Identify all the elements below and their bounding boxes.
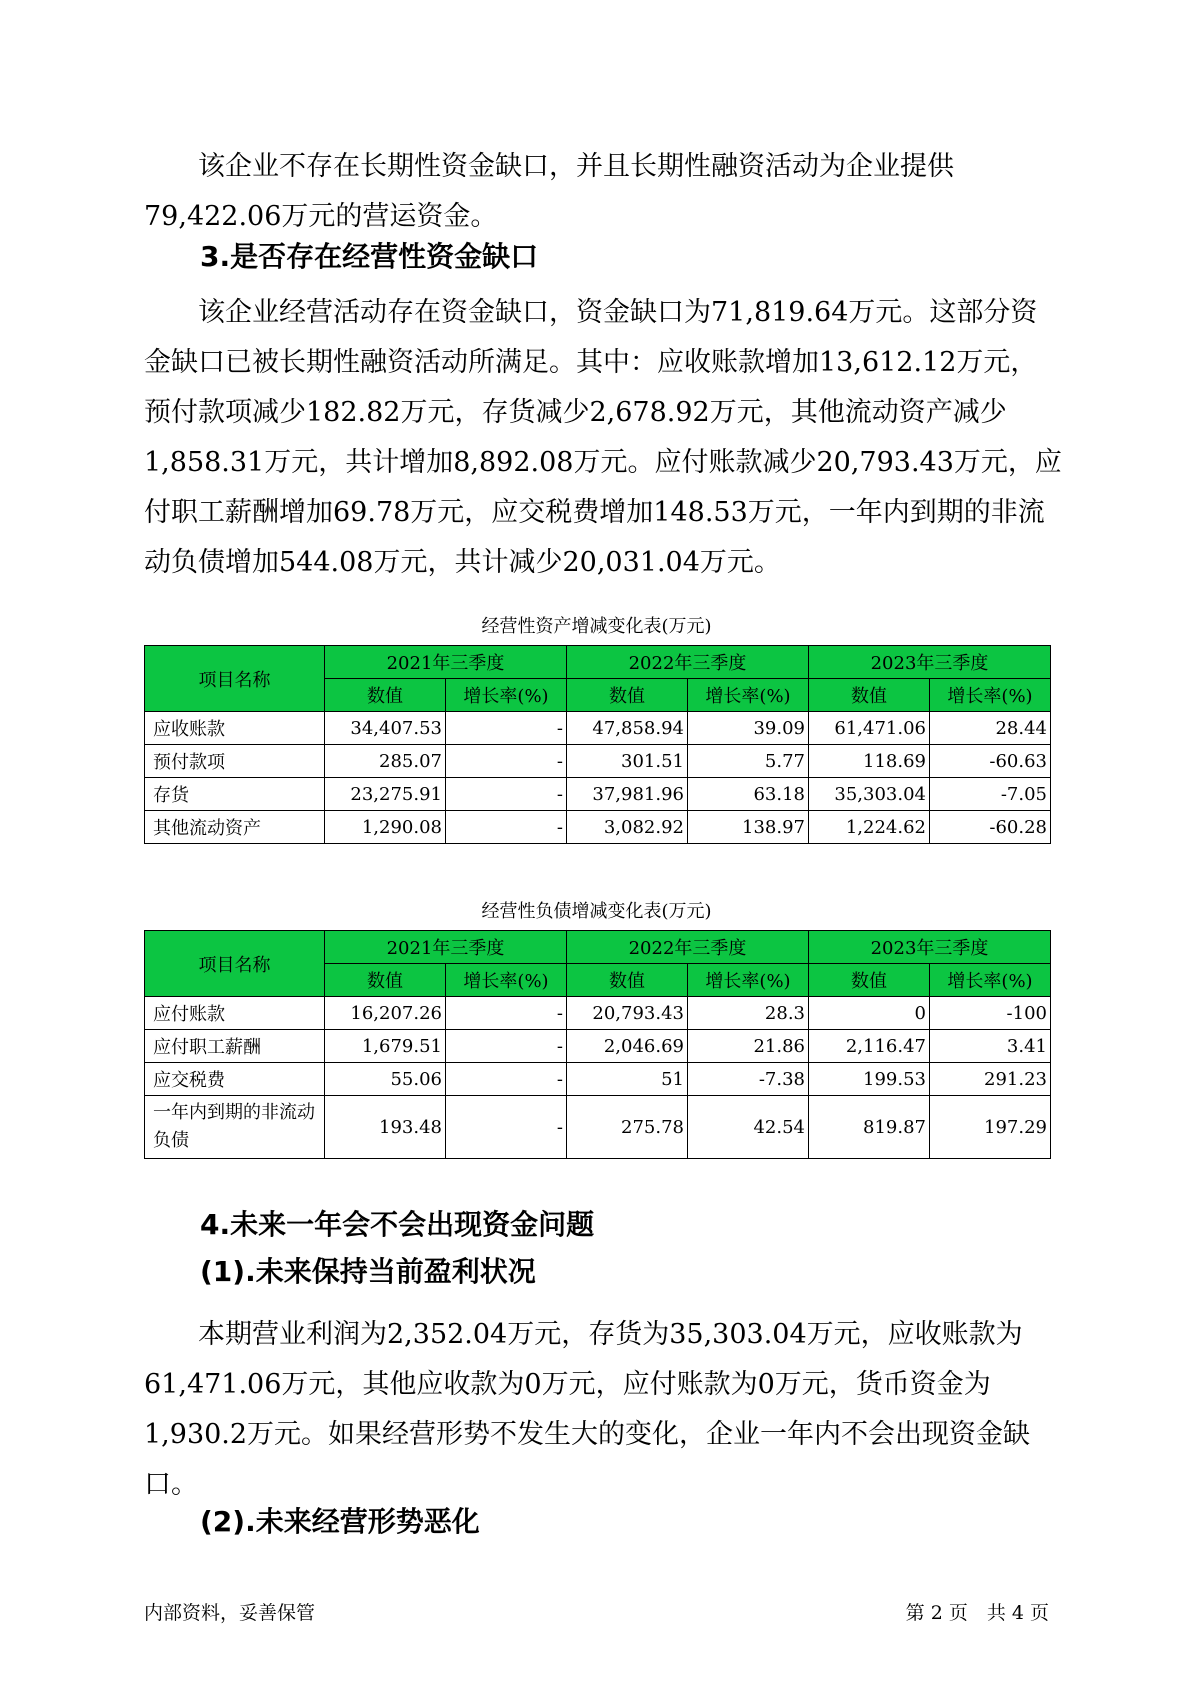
- table-row: [145, 745, 1051, 778]
- growth-rate-header: 增长率(%): [930, 679, 1051, 712]
- subsection-heading-1: (1).未来保持当前盈利状况: [200, 1255, 536, 1288]
- liabilities-table: [144, 930, 1051, 1159]
- table-cell: 23,275.91: [325, 778, 446, 811]
- table-cell: 42.54: [688, 1096, 809, 1159]
- table-cell: -: [446, 1096, 567, 1159]
- row-name: 其他流动资产: [145, 811, 325, 844]
- paragraph-line: 付职工薪酬增加69.78万元，应交税费增加148.53万元，一年内到期的非流: [144, 497, 1045, 528]
- table-row: [145, 997, 1051, 1030]
- table-cell: 55.06: [325, 1063, 446, 1096]
- paragraph-line: 61,471.06万元，其他应收款为0万元，应付账款为0万元，货币资金为: [144, 1369, 991, 1400]
- table-cell: 1,679.51: [325, 1030, 446, 1063]
- section-heading-3: 3.是否存在经营性资金缺口: [200, 240, 539, 273]
- table-cell: 51: [567, 1063, 688, 1096]
- table-cell: 34,407.53: [325, 712, 446, 745]
- value-header: 数值: [809, 964, 930, 997]
- growth-rate-header: 增长率(%): [446, 679, 567, 712]
- year-header: 2022年三季度: [567, 646, 809, 679]
- table-cell: 819.87: [809, 1096, 930, 1159]
- assets-table-caption: 经营性资产增减变化表(万元): [481, 616, 712, 637]
- paragraph-line: 金缺口已被长期性融资活动所满足。其中：应收账款增加13,612.12万元，: [144, 347, 1038, 378]
- table-cell: 0: [809, 997, 930, 1030]
- table-cell: 28.44: [930, 712, 1051, 745]
- item-name-header: 项目名称: [145, 646, 325, 712]
- table-cell: 3,082.92: [567, 811, 688, 844]
- table-cell: -: [446, 811, 567, 844]
- value-header: 数值: [325, 964, 446, 997]
- table-cell: -: [446, 778, 567, 811]
- table-cell: 1,290.08: [325, 811, 446, 844]
- table-cell: 1,224.62: [809, 811, 930, 844]
- table-cell: 5.77: [688, 745, 809, 778]
- table-row: [145, 1096, 1051, 1159]
- table-cell: 20,793.43: [567, 997, 688, 1030]
- paragraph-line: 该企业不存在长期性资金缺口，并且长期性融资活动为企业提供: [144, 151, 954, 182]
- subsection-heading-2: (2).未来经营形势恶化: [200, 1505, 480, 1538]
- paragraph-line: 该企业经营活动存在资金缺口，资金缺口为71,819.64万元。这部分资: [144, 297, 1038, 328]
- liabilities-table-caption: 经营性负债增减变化表(万元): [481, 901, 712, 922]
- paragraph-long-term-funding: [144, 142, 1049, 242]
- paragraph-line: 79,422.06万元的营运资金。: [144, 201, 498, 232]
- table-cell: -: [446, 745, 567, 778]
- table-cell: 118.69: [809, 745, 930, 778]
- year-header: 2021年三季度: [325, 646, 567, 679]
- paragraph-line: 预付款项减少182.82万元，存货减少2,678.92万元，其他流动资产减少: [144, 397, 1007, 428]
- table-cell: 28.3: [688, 997, 809, 1030]
- year-header: 2022年三季度: [567, 931, 809, 964]
- table-cell: -: [446, 997, 567, 1030]
- paragraph-line: 1,858.31万元，共计增加8,892.08万元。应付账款减少20,793.43万元，应: [144, 447, 1062, 478]
- table-cell: -7.05: [930, 778, 1051, 811]
- year-header: 2023年三季度: [809, 646, 1051, 679]
- paragraph-line: 1,930.2万元。如果经营形势不发生大的变化，企业一年内不会出现资金缺: [144, 1419, 1031, 1450]
- year-header: 2021年三季度: [325, 931, 567, 964]
- row-name: 应付账款: [145, 997, 325, 1030]
- value-header: 数值: [567, 679, 688, 712]
- table-cell: 37,981.96: [567, 778, 688, 811]
- table-cell: 291.23: [930, 1063, 1051, 1096]
- table-cell: 138.97: [688, 811, 809, 844]
- table-cell: 3.41: [930, 1030, 1051, 1063]
- table-row: [145, 811, 1051, 844]
- section-heading-4: 4.未来一年会不会出现资金问题: [200, 1208, 595, 1241]
- table-row: [145, 1030, 1051, 1063]
- year-header: 2023年三季度: [809, 931, 1051, 964]
- paragraph-line: 本期营业利润为2,352.04万元，存货为35,303.04万元，应收账款为: [144, 1319, 1023, 1350]
- row-name: 应交税费: [145, 1063, 325, 1096]
- value-header: 数值: [325, 679, 446, 712]
- table-cell: 35,303.04: [809, 778, 930, 811]
- table-cell: 39.09: [688, 712, 809, 745]
- row-name: 存货: [145, 778, 325, 811]
- table-cell: 21.86: [688, 1030, 809, 1063]
- table-cell: 2,116.47: [809, 1030, 930, 1063]
- row-name: 预付款项: [145, 745, 325, 778]
- table-cell: -100: [930, 997, 1051, 1030]
- table-cell: 199.53: [809, 1063, 930, 1096]
- table-cell: 61,471.06: [809, 712, 930, 745]
- footer-page-number: 第 2 页 共 4 页: [905, 1602, 1049, 1624]
- table-cell: 275.78: [567, 1096, 688, 1159]
- footer-confidential-note: 内部资料，妥善保管: [144, 1602, 316, 1624]
- growth-rate-header: 增长率(%): [688, 679, 809, 712]
- table-row: [145, 778, 1051, 811]
- table-cell: -7.38: [688, 1063, 809, 1096]
- table-cell: 301.51: [567, 745, 688, 778]
- table-cell: 16,207.26: [325, 997, 446, 1030]
- table-cell: -: [446, 1030, 567, 1063]
- table-cell: 47,858.94: [567, 712, 688, 745]
- table-cell: -: [446, 1063, 567, 1096]
- table-row: [145, 712, 1051, 745]
- growth-rate-header: 增长率(%): [688, 964, 809, 997]
- table-cell: 63.18: [688, 778, 809, 811]
- paragraph-operating-gap: [144, 288, 1062, 588]
- row-name: 一年内到期的非流动负债: [145, 1096, 325, 1159]
- table-cell: 193.48: [325, 1096, 446, 1159]
- paragraph-line: 动负债增加544.08万元，共计减少20,031.04万元。: [144, 547, 781, 578]
- value-header: 数值: [567, 964, 688, 997]
- item-name-header: 项目名称: [145, 931, 325, 997]
- row-name: 应付职工薪酬: [145, 1030, 325, 1063]
- table-row: [145, 1063, 1051, 1096]
- table-cell: -60.28: [930, 811, 1051, 844]
- value-header: 数值: [809, 679, 930, 712]
- paragraph-current-profit: [144, 1310, 1049, 1510]
- table-cell: 285.07: [325, 745, 446, 778]
- table-cell: -: [446, 712, 567, 745]
- table-cell: -60.63: [930, 745, 1051, 778]
- table-cell: 197.29: [930, 1096, 1051, 1159]
- paragraph-line: 口。: [144, 1469, 198, 1500]
- row-name: 应收账款: [145, 712, 325, 745]
- table-cell: 2,046.69: [567, 1030, 688, 1063]
- growth-rate-header: 增长率(%): [930, 964, 1051, 997]
- growth-rate-header: 增长率(%): [446, 964, 567, 997]
- assets-table: [144, 645, 1051, 844]
